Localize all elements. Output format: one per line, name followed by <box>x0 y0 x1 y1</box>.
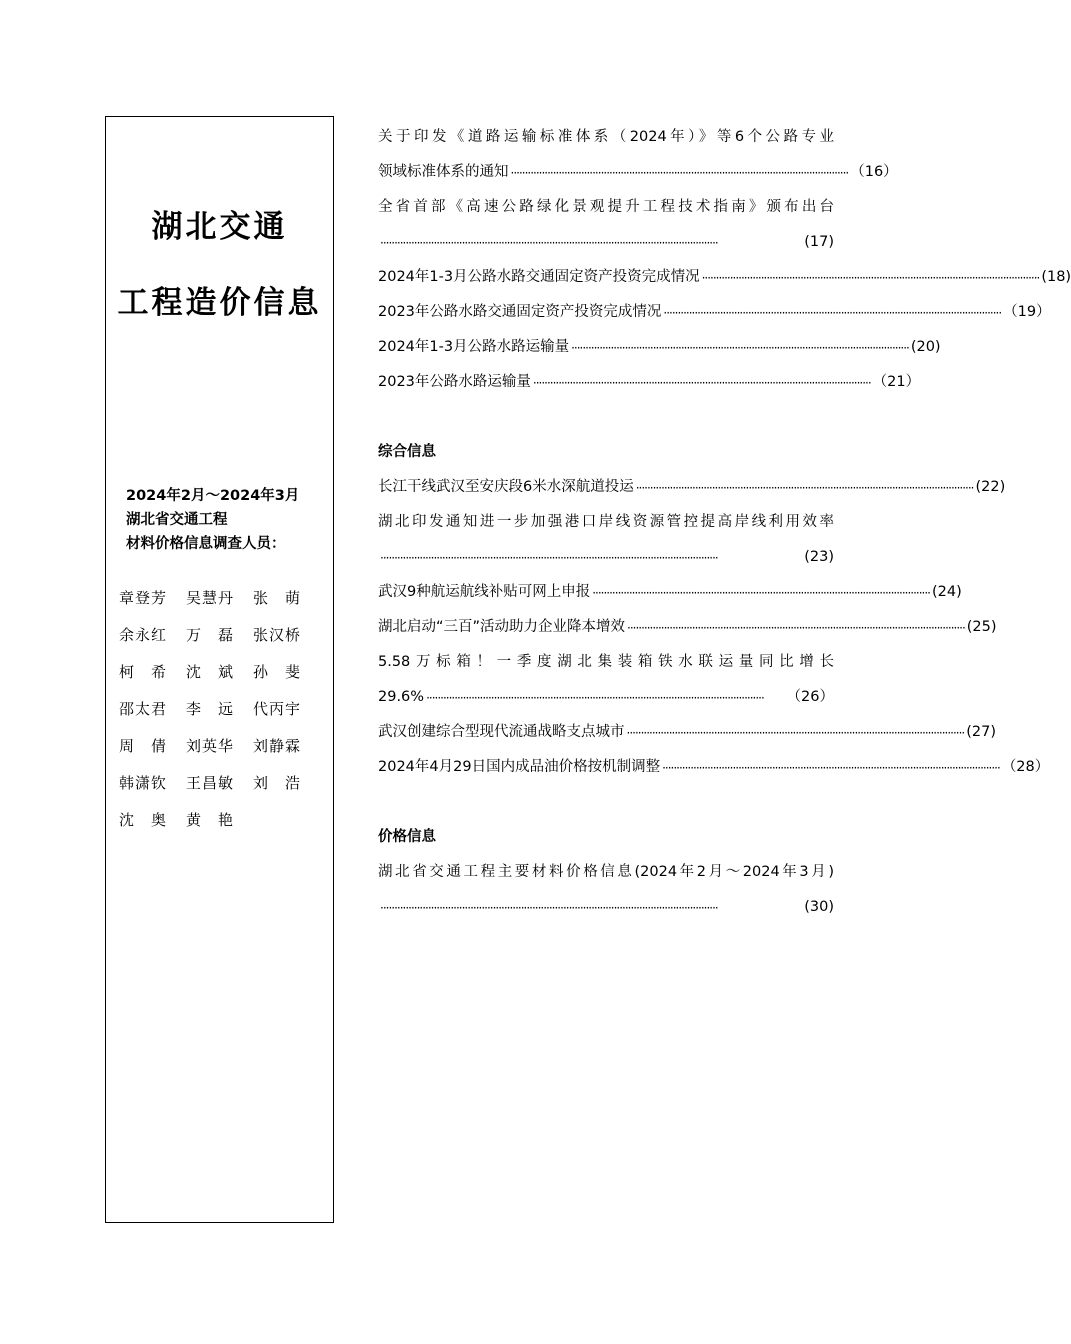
staff-name: 韩潇钦 <box>119 774 168 792</box>
toc-entry[interactable] <box>378 334 941 369</box>
staff-row <box>119 698 320 735</box>
toc-entry-title: 湖北启动“三百”活动助力企业降本增效 <box>378 619 626 635</box>
toc-page-number: (30) <box>804 899 834 915</box>
staff-row <box>119 809 320 846</box>
staff-name: 沈 奥 <box>119 811 168 829</box>
toc-entry[interactable] <box>378 754 1050 789</box>
toc-entry[interactable] <box>378 579 962 614</box>
toc-leader-dots: ························································································································ <box>701 271 1040 285</box>
toc-entry-title: 2024年4月29日国内成品油价格按机制调整 <box>378 759 661 775</box>
staff-name: 章登芳 <box>119 589 168 607</box>
toc-entry[interactable] <box>378 614 997 649</box>
toc-entry[interactable] <box>378 544 834 579</box>
toc-leader-dots: ························································································································ <box>635 481 974 495</box>
toc-entry-title: 长江干线武汉至安庆段6米水深航道投运 <box>378 479 634 495</box>
staff-row <box>119 661 320 698</box>
toc-entry[interactable] <box>378 369 921 404</box>
toc-leader-dots: ························································································································ <box>532 376 871 390</box>
toc-entry[interactable] <box>378 894 834 929</box>
toc-leader-dots: ························································································································ <box>662 761 1000 775</box>
staff-name: 柯 希 <box>119 663 168 681</box>
toc-entry-title: 武汉创建综合型现代流通战略支点城市 <box>378 724 625 740</box>
publication-title-line2: 工程造价信息 <box>117 285 322 321</box>
toc-page-number: (17) <box>804 234 834 250</box>
sidebar-box <box>105 116 334 1223</box>
staff-row <box>119 772 320 809</box>
toc-leader-dots: ························································································································ <box>380 236 718 250</box>
toc-page-number: （16） <box>850 164 898 180</box>
staff-list <box>119 587 320 846</box>
toc-entry[interactable] <box>378 684 834 719</box>
toc-entry-line[interactable]: 湖北省交通工程主要材料价格信息(2024年2月～2024年3月) <box>378 864 834 880</box>
table-of-contents <box>378 124 1071 929</box>
toc-entry[interactable] <box>378 719 996 754</box>
toc-page-number: （21） <box>872 374 921 390</box>
toc-leader-dots: ························································································································ <box>380 551 718 565</box>
toc-entry-title: 2024年1-3月公路水路运输量 <box>378 339 570 355</box>
toc-entry-line[interactable]: 湖北印发通知进一步加强港口岸线资源管控提高岸线利用效率 <box>378 514 834 530</box>
toc-entry-line[interactable]: 5.58万标箱！一季度湖北集装箱铁水联运量同比增长 <box>378 654 834 670</box>
toc-page-number: （19） <box>1003 304 1051 320</box>
toc-page-number: （28） <box>1001 759 1050 775</box>
staff-row <box>119 587 320 624</box>
toc-leader-dots: ························································································································ <box>571 341 909 355</box>
toc-page-number: (27) <box>966 724 996 740</box>
toc-entry-title: 2023年公路水路运输量 <box>378 374 531 390</box>
section-gap <box>378 789 834 824</box>
toc-leader-dots: ························································································································ <box>627 621 965 635</box>
section-gap <box>378 404 834 439</box>
toc-leader-dots: ························································································································ <box>380 901 718 915</box>
toc-leader-dots: ························································································································ <box>626 726 965 740</box>
toc-leader-dots: ························································································································ <box>592 586 930 600</box>
staff-name: 邵太君 <box>119 700 168 718</box>
toc-leader-dots: ························································································································ <box>426 691 764 705</box>
publication-title-line1: 湖北交通 <box>151 209 288 245</box>
toc-entry-title: 29.6% <box>378 689 425 705</box>
toc-entry[interactable] <box>378 229 834 264</box>
staff-name: 代丙宇 <box>253 700 302 718</box>
staff-name: 沈 斌 <box>186 663 235 681</box>
toc-entry[interactable] <box>378 159 898 194</box>
toc-entry-title: 领域标准体系的通知 <box>378 164 509 180</box>
toc-entry-line[interactable]: 关于印发《道路运输标准体系（2024年）》等6个公路专业 <box>378 129 834 145</box>
toc-page-number: (22) <box>975 479 1006 495</box>
staff-name: 吴慧丹 <box>186 589 235 607</box>
toc-entry-title: 2023年公路水路交通固定资产投资完成情况 <box>378 304 662 320</box>
staff-name: 孙 斐 <box>253 663 302 681</box>
toc-page-number: (20) <box>910 339 941 355</box>
staff-name: 王昌敏 <box>186 774 235 792</box>
staff-name: 刘 浩 <box>253 774 302 792</box>
toc-leader-dots: ························································································································ <box>510 166 849 180</box>
survey-period: 2024年2月～2024年3月 <box>126 488 300 504</box>
staff-name: 张汉桥 <box>253 626 302 644</box>
staff-name: 黄 艳 <box>186 811 235 829</box>
section-heading: 综合信息 <box>378 444 436 460</box>
staff-name: 李 远 <box>186 700 235 718</box>
staff-name: 周 倩 <box>119 737 168 755</box>
survey-staff-label: 材料价格信息调查人员： <box>126 536 286 552</box>
staff-row <box>119 735 320 772</box>
staff-name: 张 萌 <box>253 589 302 607</box>
staff-name: 万 磊 <box>186 626 235 644</box>
toc-entry[interactable] <box>378 299 1051 334</box>
toc-page-number: (25) <box>966 619 997 635</box>
staff-name: 余永红 <box>119 626 168 644</box>
toc-page-number: (24) <box>931 584 962 600</box>
survey-org: 湖北省交通工程 <box>126 512 228 528</box>
toc-entry[interactable] <box>378 264 1071 299</box>
toc-page-number: (18) <box>1041 269 1071 285</box>
toc-entry-line[interactable]: 全省首部《高速公路绿化景观提升工程技术指南》颁布出台 <box>378 199 834 215</box>
survey-info <box>126 484 299 556</box>
staff-name: 刘英华 <box>186 737 235 755</box>
toc-page-number: (23) <box>804 549 834 565</box>
toc-page-number: （26） <box>786 689 834 705</box>
toc-entry-title: 武汉9种航运航线补贴可网上申报 <box>378 584 591 600</box>
staff-row <box>119 624 320 661</box>
section-heading: 价格信息 <box>378 829 436 845</box>
toc-leader-dots: ························································································································ <box>663 306 1002 320</box>
staff-name: 刘静霖 <box>253 737 302 755</box>
toc-entry-title: 2024年1-3月公路水路交通固定资产投资完成情况 <box>378 269 700 285</box>
toc-entry[interactable] <box>378 474 1006 509</box>
